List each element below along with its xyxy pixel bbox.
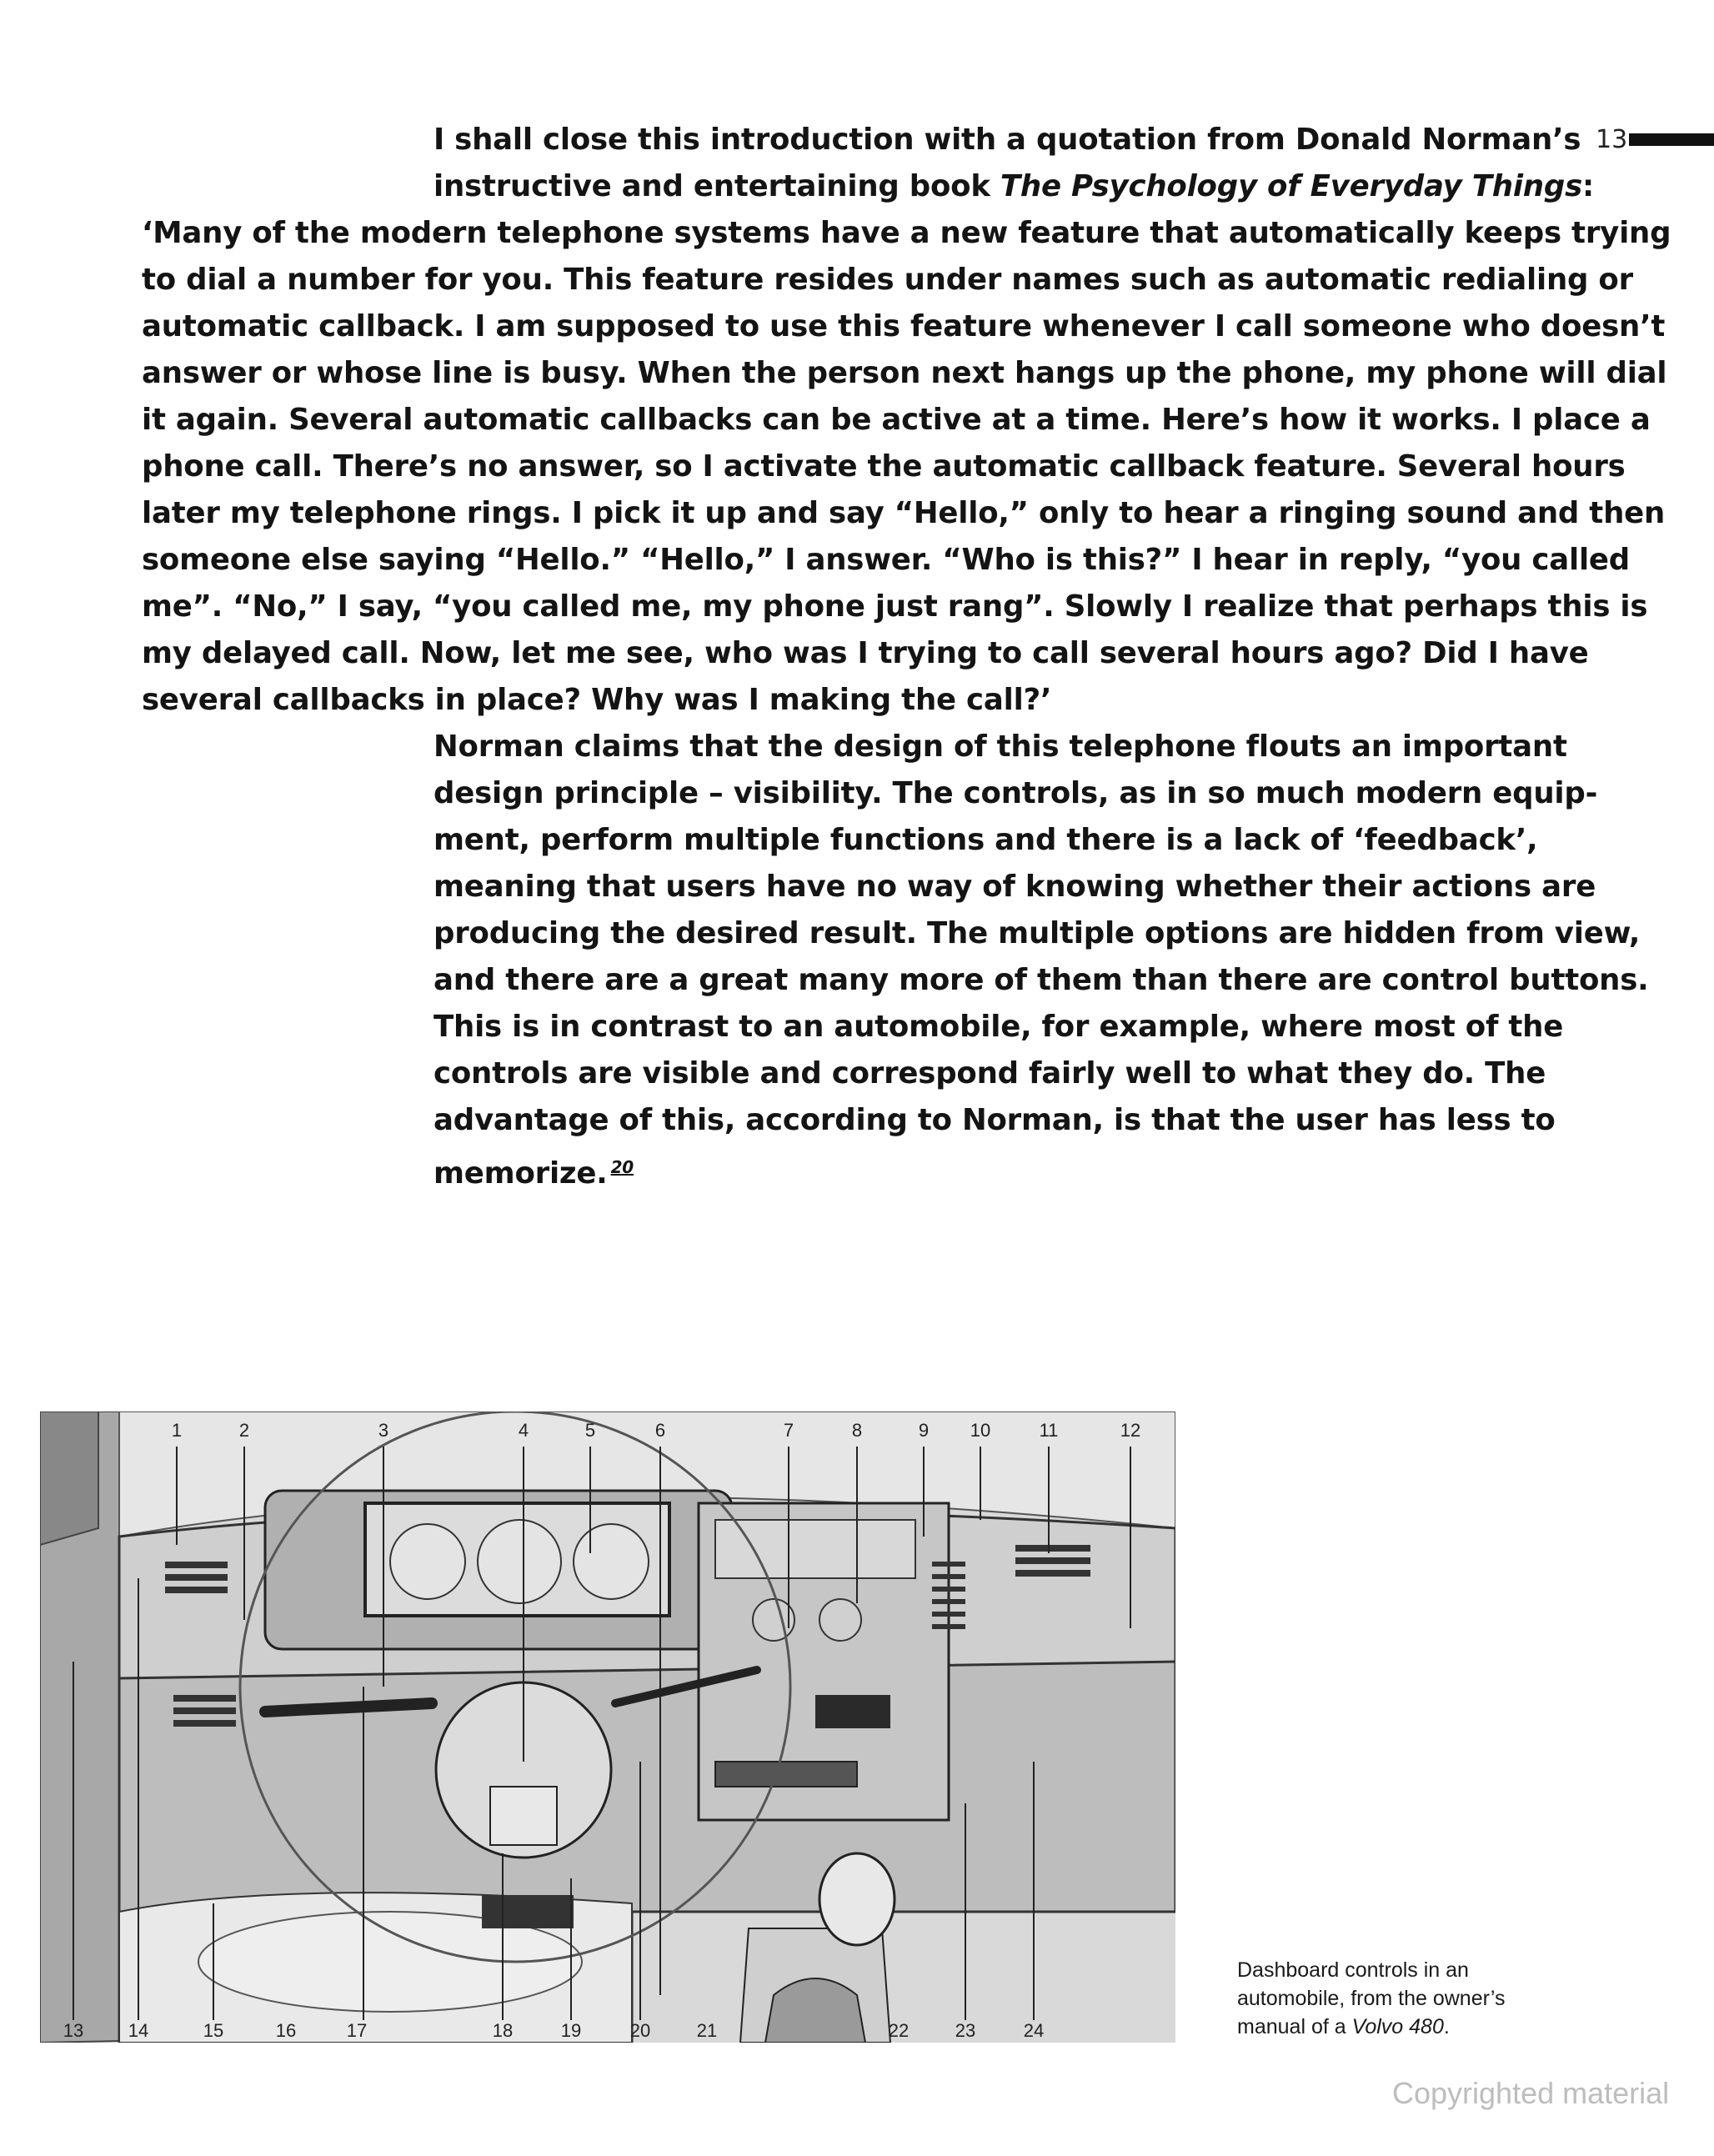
body-line-last xyxy=(434,1144,634,1197)
body-line: ment, perform multiple functions and there is a lack of ‘feedback’, xyxy=(434,823,1538,857)
callout-12: 12 xyxy=(1120,1420,1141,1441)
quote-line: answer or whose line is busy. When the person next hangs up the phone, my phone will dial xyxy=(142,356,1667,390)
caption-car-model: Volvo 480 xyxy=(1351,2015,1444,2038)
quote-line: to dial a number for you. This feature resides under names such as automatic redialing or xyxy=(142,263,1633,297)
callout-23: 23 xyxy=(955,2020,976,2041)
intro-line-2-suffix: : xyxy=(1582,169,1595,203)
callout-4: 4 xyxy=(518,1420,529,1441)
body-line: producing the desired result. The multiple options are hidden from view, xyxy=(434,916,1641,950)
callout-9: 9 xyxy=(918,1420,930,1441)
callout-7: 7 xyxy=(783,1420,794,1441)
body-line: controls are visible and correspond fairly well to what they do. The xyxy=(434,1056,1546,1091)
callout-21: 21 xyxy=(696,2020,718,2041)
body-line: Norman claims that the design of this telephone flouts an important xyxy=(434,730,1567,764)
callout-17: 17 xyxy=(346,2020,368,2041)
callout-15: 15 xyxy=(203,2020,224,2041)
caption-line-3-prefix: manual of a xyxy=(1237,2015,1352,2038)
caption-line-3 xyxy=(1237,2013,1587,2041)
intro-line-2-prefix: instructive and entertaining book xyxy=(434,169,1000,203)
callout-8: 8 xyxy=(851,1420,863,1441)
callout-14: 14 xyxy=(128,2020,149,2041)
body-line: advantage of this, according to Norman, is that the user has less to xyxy=(434,1103,1556,1137)
quote-line: someone else saying “Hello.” “Hello,” I answer. “Who is this?” I hear in reply, “you called xyxy=(142,543,1631,577)
page-number: 13 xyxy=(1596,125,1628,154)
figure-caption xyxy=(1237,1956,1587,2041)
caption-line-1: Dashboard controls in an xyxy=(1237,1958,1469,1982)
callout-13: 13 xyxy=(63,2020,84,2041)
callout-24: 24 xyxy=(1023,2020,1045,2041)
quote-line: ‘Many of the modern telephone systems have a new feature that automatically keeps trying xyxy=(142,216,1671,250)
dashboard-illustration xyxy=(40,1411,1175,2043)
caption-line-3-suffix: . xyxy=(1443,2015,1450,2038)
callout-1: 1 xyxy=(171,1420,183,1441)
quote-line: phone call. There’s no answer, so I activate the automatic callback feature. Several hours xyxy=(142,449,1626,484)
quote-line: my delayed call. Now, let me see, who was I trying to call several hours ago? Did I have xyxy=(142,636,1589,670)
quote-line: it again. Several automatic callbacks can be active at a time. Here’s how it works. I place a xyxy=(142,403,1651,437)
dashboard-drawing xyxy=(40,1411,1175,2043)
intro-line-1: I shall close this introduction with a quotation from Donald Norman’s xyxy=(434,123,1581,157)
quote-line: several callbacks in place? Why was I making the call?’ xyxy=(142,683,1052,717)
quote-line: later my telephone rings. I pick it up and say “Hello,” only to hear a ringing sound and then xyxy=(142,496,1666,530)
body-line: This is in contrast to an automobile, for example, where most of the xyxy=(434,1010,1564,1044)
body-line: design principle – visibility. The controls, as in so much modern equip- xyxy=(434,776,1598,810)
copyright-watermark: Copyrighted material xyxy=(1392,2076,1670,2110)
callout-10: 10 xyxy=(970,1420,991,1441)
body-last-text: memorize. xyxy=(434,1156,608,1191)
callout-19: 19 xyxy=(560,2020,582,2041)
callout-16: 16 xyxy=(275,2020,297,2041)
callout-11: 11 xyxy=(1039,1420,1059,1441)
caption-line-2: automobile, from the owner’s xyxy=(1237,1987,1506,2010)
intro-line-2 xyxy=(434,163,1594,210)
quote-line: automatic callback. I am supposed to use this feature whenever I call someone who doesn’t xyxy=(142,309,1666,343)
callout-2: 2 xyxy=(238,1420,250,1441)
callout-18: 18 xyxy=(492,2020,514,2041)
folio-bar xyxy=(1629,133,1714,146)
callout-22: 22 xyxy=(888,2020,910,2041)
body-line: meaning that users have no way of knowing whether their actions are xyxy=(434,870,1596,904)
callout-6: 6 xyxy=(654,1420,666,1441)
callout-20: 20 xyxy=(629,2020,651,2041)
callout-5: 5 xyxy=(584,1420,596,1441)
callout-3: 3 xyxy=(378,1420,389,1441)
quote-line: me”. “No,” I say, “you called me, my phone just rang”. Slowly I realize that perhaps this is xyxy=(142,589,1648,624)
book-title: The Psychology of Everyday Things xyxy=(1000,169,1583,203)
footnote-link[interactable]: 20 xyxy=(610,1157,634,1177)
body-line: and there are a great many more of them than there are control buttons. xyxy=(434,963,1649,997)
